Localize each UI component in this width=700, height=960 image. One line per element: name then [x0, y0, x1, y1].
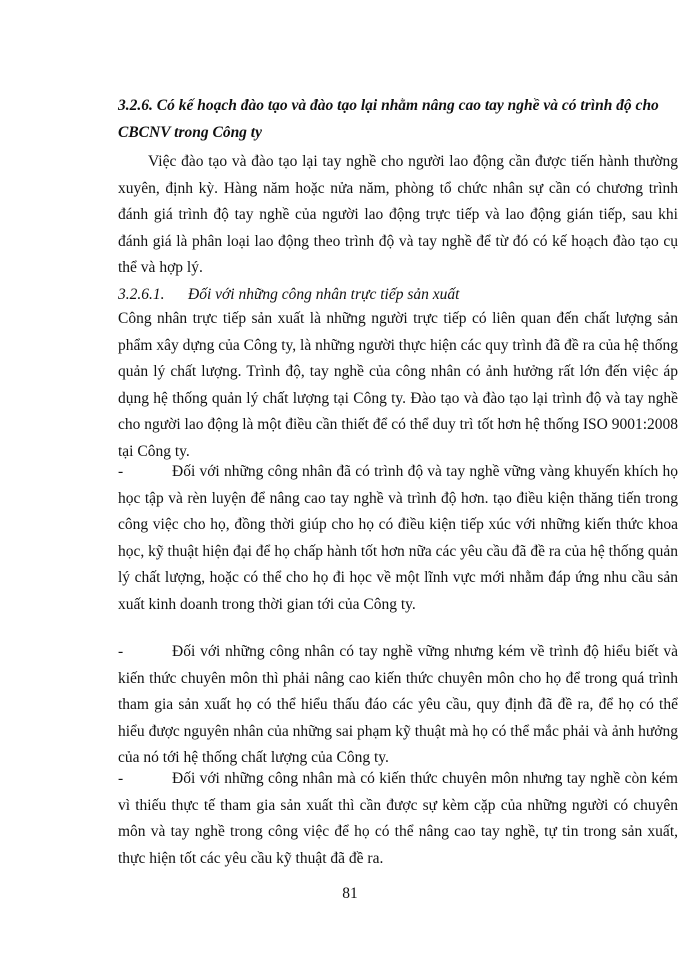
- section-heading: 3.2.6. Có kế hoạch đào tạo và đào tạo lại nhằm nâng cao tay nghề và có trình độ cho CBCNV trong Công ty: [118, 97, 659, 141]
- bullet-text: Đối với những công nhân có tay nghề vững nhưng kém về trình độ hiểu biết và kiến thức chuyên môn thì phải nâng cao kiến thức chuyên môn cho họ để trong quá trình tham gia sản xuất họ có thể hiểu thấu đáo các yêu cầu, quy định đã đề ra, để họ có thể hiểu được nguyên nhân của những sai phạm kỹ thuật mà họ có thể mắc phải và ảnh hưởng của nó tới hệ thống chất lượng của Công ty.: [118, 643, 678, 767]
- bullet-dash: -: [118, 770, 124, 787]
- subsection-title: Đối với những công nhân trực tiếp sản xuất: [188, 286, 460, 303]
- subsection-heading: [118, 282, 678, 308]
- page-number: 81: [342, 885, 358, 902]
- bullet-text: Đối với những công nhân đã có trình độ và tay nghề vững vàng khuyến khích họ học tập và rèn luyện để nâng cao tay nghề và trình độ hơn. tạo điều kiện thăng tiến trong công việc cho họ, đồng thời giúp cho họ có điều kiện tiếp xúc với những kiến thức khoa học, kỹ thuật hiện đại để họ chấp hành tốt hơn nữa các yêu cầu đã đề ra của hệ thống quản lý chất lượng, hoặc có thể cho họ đi học về một lĩnh vực mới nhằm đáp ứng nhu cầu sản xuất kinh doanh trong thời gian tới của Công ty.: [118, 463, 678, 613]
- bullet-text: Đối với những công nhân mà có kiến thức chuyên môn nhưng tay nghề còn kém vì thiếu thực tế tham gia sản xuất thì cần được sự kèm cặp của những người có chuyên môn và tay nghề trong công việc để họ có thể nâng cao tay nghề, tự tin trong sản xuất, thực hiện tốt các yêu cầu kỹ thuật đã đề ra.: [118, 770, 678, 867]
- bullet-dash: -: [118, 463, 124, 480]
- bullet-item: [118, 459, 678, 619]
- bullet-item: [118, 766, 678, 872]
- subsection-number: 3.2.6.1.: [118, 286, 165, 303]
- bullet-item: [118, 639, 678, 772]
- intro-paragraph: Việc đào tạo và đào tạo lại tay nghề cho người lao động cần được tiến hành thường xuyên, định kỳ. Hàng năm hoặc nửa năm, phòng tổ chức nhân sự cần có chương trình đánh giá trình độ tay nghề của người lao động trực tiếp và lao động gián tiếp, sau khi đánh giá là phân loại lao động theo trình độ và tay nghề để từ đó có kế hoạch đào tạo cụ thể và hợp lý.: [118, 153, 678, 277]
- workers-paragraph: Công nhân trực tiếp sản xuất là những người trực tiếp có liên quan đến chất lượng sản phẩm xây dựng của Công ty, là những người thực hiện các quy trình đã đề ra của hệ thống quản lý chất lượng. Trình độ, tay nghề của công nhân có ảnh hưởng rất lớn đến việc áp dụng hệ thống quản lý chất lượng tại Công ty. Đào tạo và đào tạo lại trình độ và tay nghề cho người lao động là một điều cần thiết để có thể duy trì tốt hơn hệ thống ISO 9001:2008 tại Công ty.: [118, 310, 678, 460]
- bullet-dash: -: [118, 643, 124, 660]
